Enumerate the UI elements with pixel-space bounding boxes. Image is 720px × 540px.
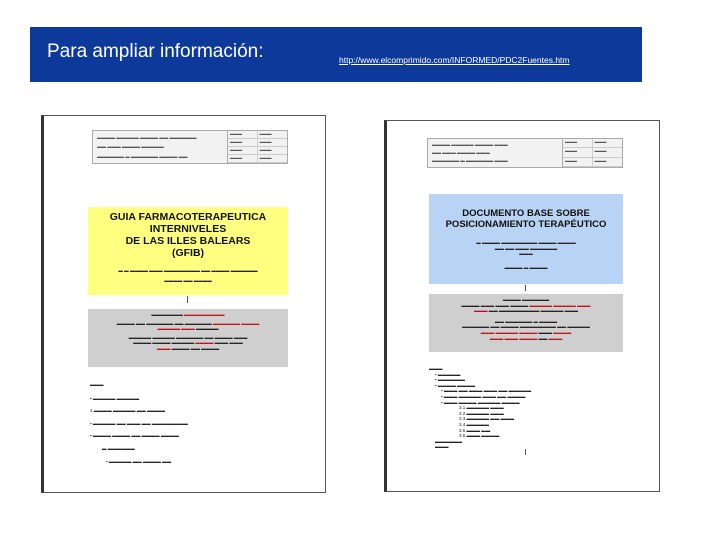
doc-title-box: DOCUMENTO BASE SOBRE POSICIONAMIENTO TERAPÉUTICO ▬ ▬▬▬▬ ▬▬▬▬▬▬▬▬ ▬▬▬▬ ▬▬▬▬ ▬▬ ▬▬ ▬▬▬ ▬▬▬▬▬▬ ▬▬▬ ▬▬▬▬ ▬ ▬▬▬▬	[429, 194, 623, 284]
header-title: Para ampliar información:	[47, 41, 264, 62]
source-link[interactable]: http://www.elcomprimido.com/INFORMED/PDC2Fuentes.htm	[339, 55, 570, 65]
doc-title-line: POSICIONAMIENTO TERAPÉUTICO	[445, 219, 607, 230]
doc-index-list: ▬▬▬ ▪ ▬▬▬▬▬ ▪ ▬▬▬▬▬▬ ▪ ▬▬▬▬ ▬▬▬▬ ▪ ▬▬▬ ▬▬ ▬▬▬ ▬▬▬ ▬▬ ▬▬▬▬▬ ▪ ▬▬▬ ▬▬▬▬▬ ▬▬▬ ▬▬ ▬▬▬▬ ▪ ▬▬▬ ▬▬▬▬ ▬▬▬▬▬ ▬▬▬▬ 3.1 ▬▬▬▬▬ ▬▬▬ 3.2 ▬▬▬▬▬ ▬▬▬ 3.3 ▬▬▬▬▬ ▬▬ ▬▬▬ 3.4 ▬▬▬▬▬ 3.5 ▬▬▬ ▬▬ 3.6 ▬▬▬ ▬▬▬▬ ▬▬▬▬▬▬ ▬▬▬	[429, 366, 532, 450]
doc-title-box: GUIA FARMACOTERAPEUTICA INTERNIVELES DE LAS ILLES BALEARS (GFIB) ▬ ▬ ▬▬▬▬ ▬▬▬ ▬▬▬▬▬▬▬▬ ▬▬ ▬▬▬▬ ▬▬▬▬▬▬ ▬▬▬▬ ▬▬ ▬▬▬▬	[88, 207, 288, 295]
doc-header-right: ▬▬▬ ▬▬▬ ▬▬▬ ▬▬▬ ▬▬▬ ▬▬▬	[563, 139, 622, 167]
doc-title-line: GUIA FARMACOTERAPEUTICA	[109, 211, 267, 223]
doc-index-list: ▬▬▬ ▪ ▬▬▬▬▬ ▬▬▬▬▬ 1 ▬▬▬▬ ▬▬▬▬▬ ▬▬ ▬▬▬▬ ▪ ▬▬▬▬▬ ▬▬ ▬▬▬ ▬▬ ▬▬▬▬▬▬▬▬ ▪ ▬▬▬▬ ▬▬▬▬ ▬▬ ▬▬▬▬ ▬▬▬▬ ▬ ▬▬▬▬▬▬ ▪ ▬▬▬▬▬ ▬▬ ▬▬▬▬ ▬▬	[90, 382, 188, 464]
doc-title-line: DE LAS ILLES BALEARS	[125, 235, 251, 247]
doc-header-table	[92, 130, 288, 164]
doc-header-left: ▬▬▬▬ ▬▬▬▬▬ ▬▬▬▬ ▬▬ ▬▬▬▬▬▬ ▬▬ ▬▬▬ ▬▬▬▬ ▬▬▬▬▬ ▬▬▬▬▬▬ ▬ ▬▬▬▬▬▬ ▬▬▬▬ ▬▬	[93, 131, 228, 163]
header-banner	[30, 27, 642, 82]
document-thumbnail-gfib	[41, 115, 326, 493]
doc-credits-box: ▬▬▬▬▬▬▬ ▬▬▬▬▬▬▬▬▬ ▬▬▬▬ ▬▬ ▬▬▬▬▬▬ ▬▬ ▬▬▬▬▬▬ ▬▬▬▬▬▬ ▬▬▬▬ ▬▬▬▬▬ ▬▬▬ ▬▬▬▬▬ ▬▬▬▬▬ ▬▬▬▬▬ ▬▬▬▬▬▬ ▬▬ ▬▬▬▬ ▬▬▬ ▬▬▬▬ ▬▬▬▬ ▬▬▬▬▬ ▬▬▬▬ ▬▬▬ ▬▬▬ ▬▬▬ ▬▬▬▬ ▬▬ ▬▬▬▬	[88, 309, 288, 367]
doc-title-line: (GFIB)	[171, 247, 205, 259]
doc-title-line: INTERNIVELES	[149, 223, 227, 235]
divider	[187, 296, 188, 303]
doc-credits-box: ▬▬▬▬ ▬▬▬▬▬▬ ▬▬▬▬ ▬▬▬ ▬▬▬ ▬▬▬▬ ▬▬▬▬▬ ▬▬▬▬▬ ▬▬▬ ▬▬▬ ▬▬ ▬▬▬▬▬▬▬▬▬ ▬▬▬▬▬ ▬▬▬ ▬▬ ▬▬▬▬▬▬ ▬ ▬▬▬▬ ▬▬▬▬▬▬ ▬▬ ▬▬▬▬ ▬▬▬▬▬▬▬▬ ▬▬ ▬▬▬▬▬ ▬▬▬ ▬▬▬▬▬ ▬▬▬▬ ▬▬▬ ▬▬▬▬ ▬▬▬ ▬▬▬ ▬▬▬▬ ▬▬ ▬▬▬	[429, 294, 623, 352]
document-thumbnail-posicionamiento	[384, 120, 660, 492]
divider	[525, 449, 526, 455]
divider	[525, 285, 526, 291]
doc-header-left: ▬▬▬▬ ▬▬▬▬▬ ▬▬▬▬ ▬▬▬ ▬▬ ▬▬▬ ▬▬▬▬ ▬▬▬ ▬▬▬▬▬▬ ▬ ▬▬▬▬▬▬ ▬▬▬	[428, 139, 563, 167]
doc-header-table	[427, 138, 623, 168]
doc-title-line: DOCUMENTO BASE SOBRE	[462, 208, 590, 219]
doc-header-right: ▬▬▬ ▬▬▬ ▬▬▬ ▬▬▬ ▬▬▬ ▬▬▬ ▬▬▬ ▬▬▬	[228, 131, 287, 163]
